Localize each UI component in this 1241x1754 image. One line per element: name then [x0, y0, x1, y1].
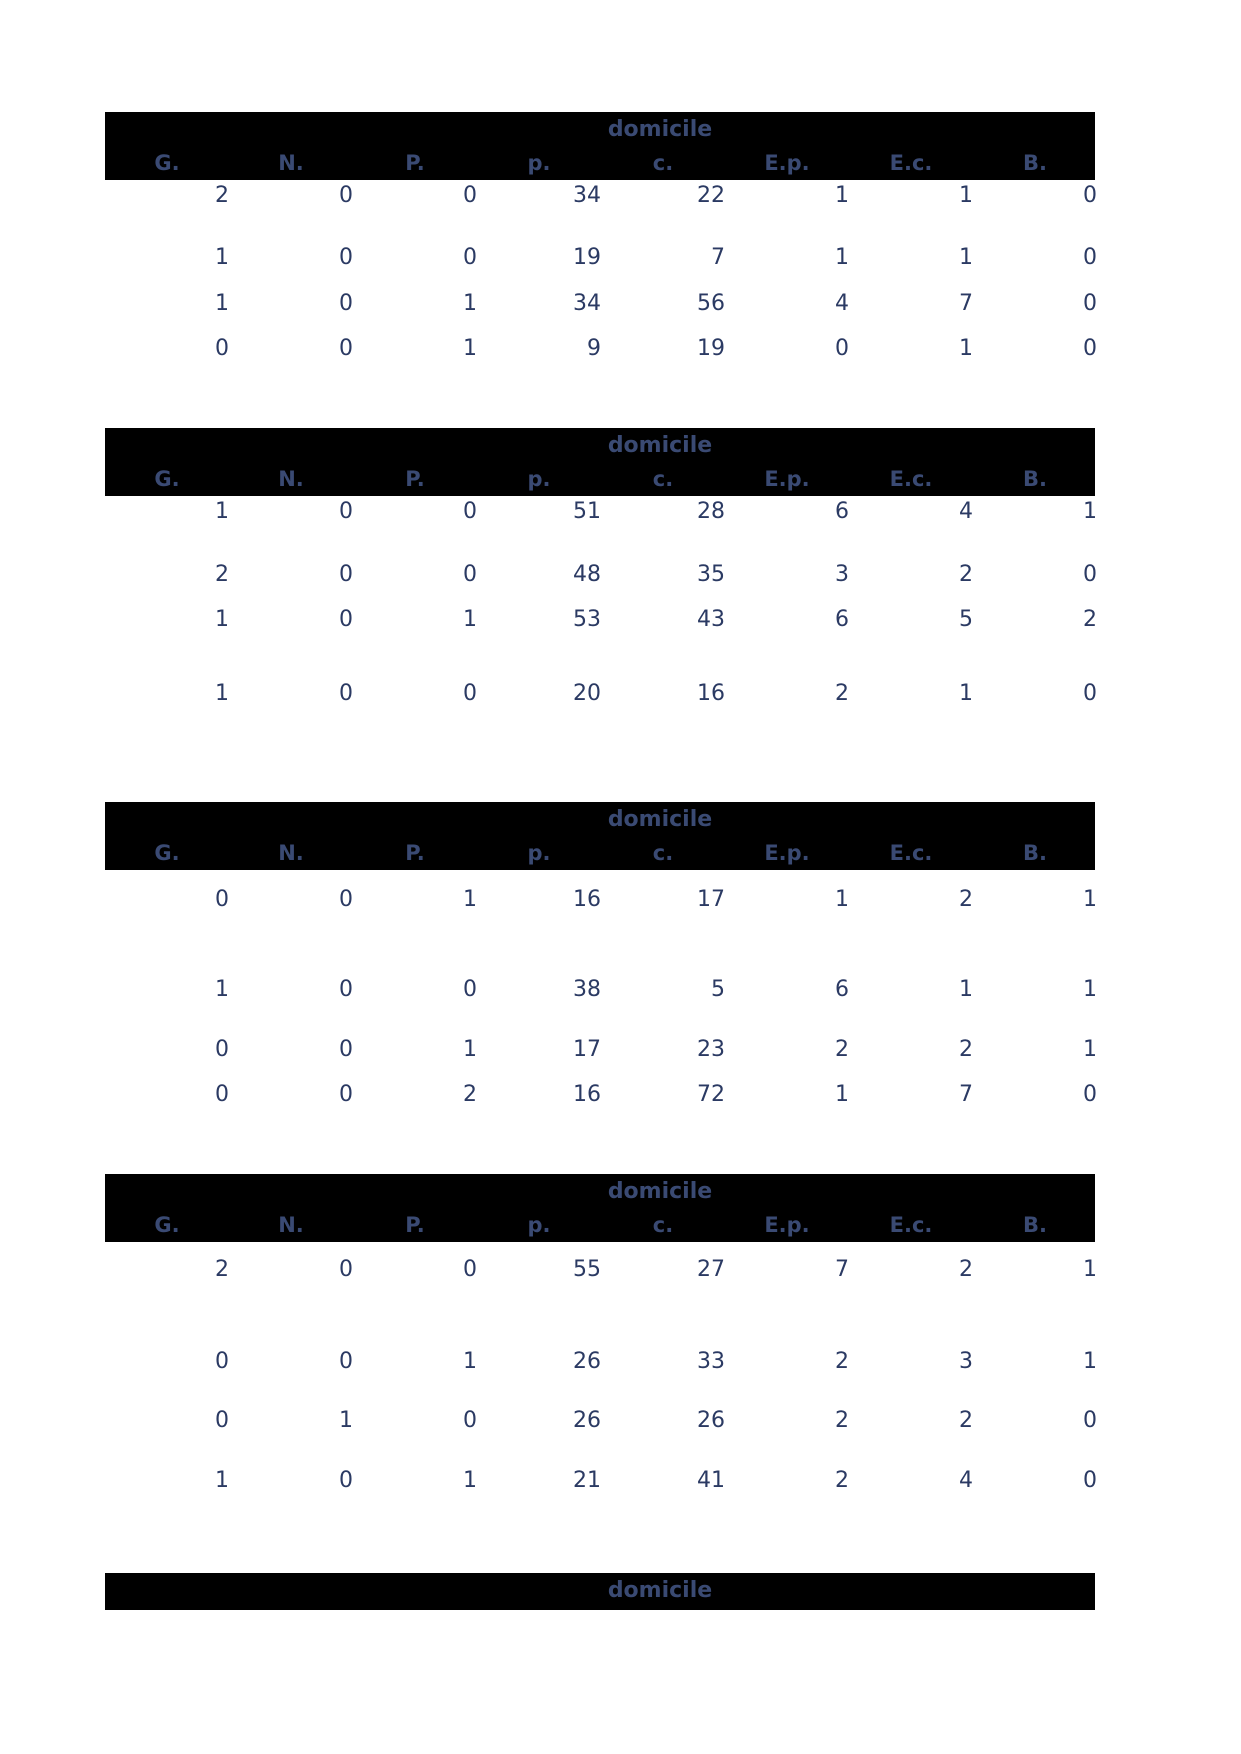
cell-p-upper: 1	[463, 887, 477, 912]
column-header-g: G.	[154, 1213, 180, 1237]
cell-ec: 1	[959, 245, 973, 270]
column-header-n: N.	[278, 1213, 304, 1237]
cell-g: 0	[215, 1408, 229, 1433]
cell-p: 16	[573, 1082, 601, 1107]
cell-n: 0	[339, 1037, 353, 1062]
cell-ep: 1	[835, 245, 849, 270]
cell-ec: 2	[959, 1257, 973, 1282]
column-header-p: p.	[527, 841, 551, 865]
cell-c: 17	[697, 887, 725, 912]
cell-n: 0	[339, 291, 353, 316]
column-header-c: c.	[652, 467, 674, 491]
column-header-p-upper: P.	[405, 467, 425, 491]
cell-c: 56	[697, 291, 725, 316]
table-row	[105, 498, 1095, 526]
cell-g: 1	[215, 1468, 229, 1493]
cell-ep: 1	[835, 887, 849, 912]
cell-b: 0	[1083, 1408, 1097, 1433]
column-header-ep: E.p.	[764, 467, 810, 491]
column-header-ep: E.p.	[764, 1213, 810, 1237]
column-header-n: N.	[278, 841, 304, 865]
cell-ec: 7	[959, 1082, 973, 1107]
table-row	[105, 290, 1095, 318]
cell-p: 26	[573, 1408, 601, 1433]
column-header-ec: E.c.	[889, 467, 933, 491]
cell-c: 41	[697, 1468, 725, 1493]
column-header-ep: E.p.	[764, 151, 810, 175]
table-header	[105, 112, 1095, 180]
cell-g: 1	[215, 291, 229, 316]
cell-b: 0	[1083, 1082, 1097, 1107]
cell-b: 0	[1083, 681, 1097, 706]
cell-n: 0	[339, 1082, 353, 1107]
cell-p: 51	[573, 499, 601, 524]
cell-p-upper: 0	[463, 245, 477, 270]
table-row	[105, 1407, 1095, 1435]
column-header-p: p.	[527, 151, 551, 175]
table-title: domicile	[607, 807, 713, 832]
cell-ep: 7	[835, 1257, 849, 1282]
cell-p: 26	[573, 1349, 601, 1374]
cell-n: 0	[339, 183, 353, 208]
cell-ep: 2	[835, 681, 849, 706]
column-header-ec: E.c.	[889, 841, 933, 865]
table-header	[105, 802, 1095, 870]
column-header-p: p.	[527, 1213, 551, 1237]
column-header-ep: E.p.	[764, 841, 810, 865]
cell-p: 48	[573, 562, 601, 587]
table-row	[105, 1081, 1095, 1109]
cell-b: 0	[1083, 562, 1097, 587]
cell-ep: 6	[835, 499, 849, 524]
cell-p: 38	[573, 977, 601, 1002]
cell-n: 1	[339, 1408, 353, 1433]
table-header	[105, 1573, 1095, 1610]
cell-p-upper: 0	[463, 681, 477, 706]
cell-ep: 4	[835, 291, 849, 316]
cell-b: 0	[1083, 291, 1097, 316]
cell-ep: 2	[835, 1468, 849, 1493]
cell-c: 7	[711, 245, 725, 270]
cell-b: 2	[1083, 607, 1097, 632]
cell-c: 35	[697, 562, 725, 587]
column-header-b: B.	[1023, 467, 1047, 491]
cell-ec: 4	[959, 1468, 973, 1493]
cell-ep: 2	[835, 1349, 849, 1374]
table-row	[105, 244, 1095, 272]
table-title: domicile	[607, 1179, 713, 1204]
table-row	[105, 976, 1095, 1004]
cell-n: 0	[339, 1468, 353, 1493]
column-header-c: c.	[652, 151, 674, 175]
cell-p: 21	[573, 1468, 601, 1493]
cell-p: 16	[573, 887, 601, 912]
cell-ep: 2	[835, 1408, 849, 1433]
cell-c: 43	[697, 607, 725, 632]
cell-ec: 2	[959, 1037, 973, 1062]
cell-b: 1	[1083, 977, 1097, 1002]
cell-ec: 5	[959, 607, 973, 632]
column-header-p-upper: P.	[405, 1213, 425, 1237]
cell-n: 0	[339, 1349, 353, 1374]
cell-p-upper: 0	[463, 1408, 477, 1433]
table-title: domicile	[607, 1578, 713, 1603]
stats-table-5	[105, 1573, 1095, 1610]
cell-g: 0	[215, 1082, 229, 1107]
cell-c: 23	[697, 1037, 725, 1062]
stats-table-1	[105, 112, 1097, 361]
cell-n: 0	[339, 607, 353, 632]
cell-ec: 2	[959, 887, 973, 912]
table-header	[105, 1174, 1095, 1242]
column-header-g: G.	[154, 151, 180, 175]
cell-g: 1	[215, 977, 229, 1002]
cell-p-upper: 0	[463, 1257, 477, 1282]
cell-g: 2	[215, 562, 229, 587]
cell-n: 0	[339, 336, 353, 361]
cell-c: 28	[697, 499, 725, 524]
cell-g: 2	[215, 1257, 229, 1282]
cell-p-upper: 1	[463, 607, 477, 632]
column-header-c: c.	[652, 1213, 674, 1237]
cell-ec: 1	[959, 977, 973, 1002]
cell-b: 1	[1083, 1037, 1097, 1062]
table-row	[105, 886, 1095, 914]
cell-n: 0	[339, 887, 353, 912]
column-header-p-upper: P.	[405, 841, 425, 865]
table-row	[105, 1467, 1095, 1495]
table-row	[105, 561, 1095, 589]
cell-ec: 1	[959, 336, 973, 361]
cell-ec: 2	[959, 1408, 973, 1433]
cell-p-upper: 2	[463, 1082, 477, 1107]
table-row	[105, 680, 1095, 708]
cell-p-upper: 0	[463, 977, 477, 1002]
table-title: domicile	[607, 433, 713, 458]
cell-c: 27	[697, 1257, 725, 1282]
table-row	[105, 606, 1095, 634]
cell-c: 26	[697, 1408, 725, 1433]
cell-ep: 0	[835, 336, 849, 361]
cell-p: 55	[573, 1257, 601, 1282]
cell-g: 0	[215, 887, 229, 912]
column-header-n: N.	[278, 467, 304, 491]
cell-g: 0	[215, 336, 229, 361]
table-row	[105, 335, 1095, 363]
cell-n: 0	[339, 245, 353, 270]
stats-table-3	[105, 802, 1097, 1107]
cell-n: 0	[339, 1257, 353, 1282]
table-row	[105, 1256, 1095, 1284]
cell-n: 0	[339, 562, 353, 587]
cell-b: 0	[1083, 183, 1097, 208]
cell-p: 9	[587, 336, 601, 361]
cell-p-upper: 1	[463, 1037, 477, 1062]
column-header-c: c.	[652, 841, 674, 865]
table-header	[105, 428, 1095, 496]
cell-g: 1	[215, 245, 229, 270]
table-row	[105, 182, 1095, 210]
cell-ep: 1	[835, 1082, 849, 1107]
cell-ec: 1	[959, 681, 973, 706]
cell-ec: 2	[959, 562, 973, 587]
cell-p-upper: 0	[463, 562, 477, 587]
cell-p: 34	[573, 291, 601, 316]
column-header-b: B.	[1023, 151, 1047, 175]
cell-g: 2	[215, 183, 229, 208]
cell-n: 0	[339, 681, 353, 706]
cell-p: 53	[573, 607, 601, 632]
cell-p-upper: 1	[463, 291, 477, 316]
column-header-g: G.	[154, 467, 180, 491]
cell-ep: 6	[835, 977, 849, 1002]
column-header-ec: E.c.	[889, 151, 933, 175]
cell-p-upper: 0	[463, 499, 477, 524]
cell-p: 19	[573, 245, 601, 270]
column-header-b: B.	[1023, 1213, 1047, 1237]
column-header-g: G.	[154, 841, 180, 865]
cell-p-upper: 1	[463, 1349, 477, 1374]
stats-table-2	[105, 428, 1097, 706]
cell-n: 0	[339, 499, 353, 524]
cell-n: 0	[339, 977, 353, 1002]
cell-ep: 1	[835, 183, 849, 208]
cell-b: 1	[1083, 1349, 1097, 1374]
cell-g: 1	[215, 499, 229, 524]
cell-ec: 1	[959, 183, 973, 208]
cell-p-upper: 0	[463, 183, 477, 208]
column-header-ec: E.c.	[889, 1213, 933, 1237]
table-row	[105, 1348, 1095, 1376]
table-title: domicile	[607, 117, 713, 142]
cell-p: 34	[573, 183, 601, 208]
cell-c: 19	[697, 336, 725, 361]
cell-p: 20	[573, 681, 601, 706]
cell-ep: 3	[835, 562, 849, 587]
cell-b: 0	[1083, 1468, 1097, 1493]
cell-p-upper: 1	[463, 336, 477, 361]
cell-ec: 4	[959, 499, 973, 524]
cell-ep: 6	[835, 607, 849, 632]
cell-p-upper: 1	[463, 1468, 477, 1493]
cell-b: 0	[1083, 245, 1097, 270]
stats-table-4	[105, 1174, 1097, 1493]
cell-b: 1	[1083, 499, 1097, 524]
cell-p: 17	[573, 1037, 601, 1062]
cell-ep: 2	[835, 1037, 849, 1062]
cell-c: 16	[697, 681, 725, 706]
cell-g: 0	[215, 1037, 229, 1062]
cell-g: 1	[215, 607, 229, 632]
cell-ec: 3	[959, 1349, 973, 1374]
table-row	[105, 1036, 1095, 1064]
cell-c: 33	[697, 1349, 725, 1374]
cell-c: 5	[711, 977, 725, 1002]
cell-b: 1	[1083, 1257, 1097, 1282]
cell-c: 22	[697, 183, 725, 208]
cell-b: 0	[1083, 336, 1097, 361]
column-header-b: B.	[1023, 841, 1047, 865]
cell-g: 0	[215, 1349, 229, 1374]
cell-c: 72	[697, 1082, 725, 1107]
column-header-p-upper: P.	[405, 151, 425, 175]
cell-g: 1	[215, 681, 229, 706]
column-header-p: p.	[527, 467, 551, 491]
cell-b: 1	[1083, 887, 1097, 912]
cell-ec: 7	[959, 291, 973, 316]
column-header-n: N.	[278, 151, 304, 175]
